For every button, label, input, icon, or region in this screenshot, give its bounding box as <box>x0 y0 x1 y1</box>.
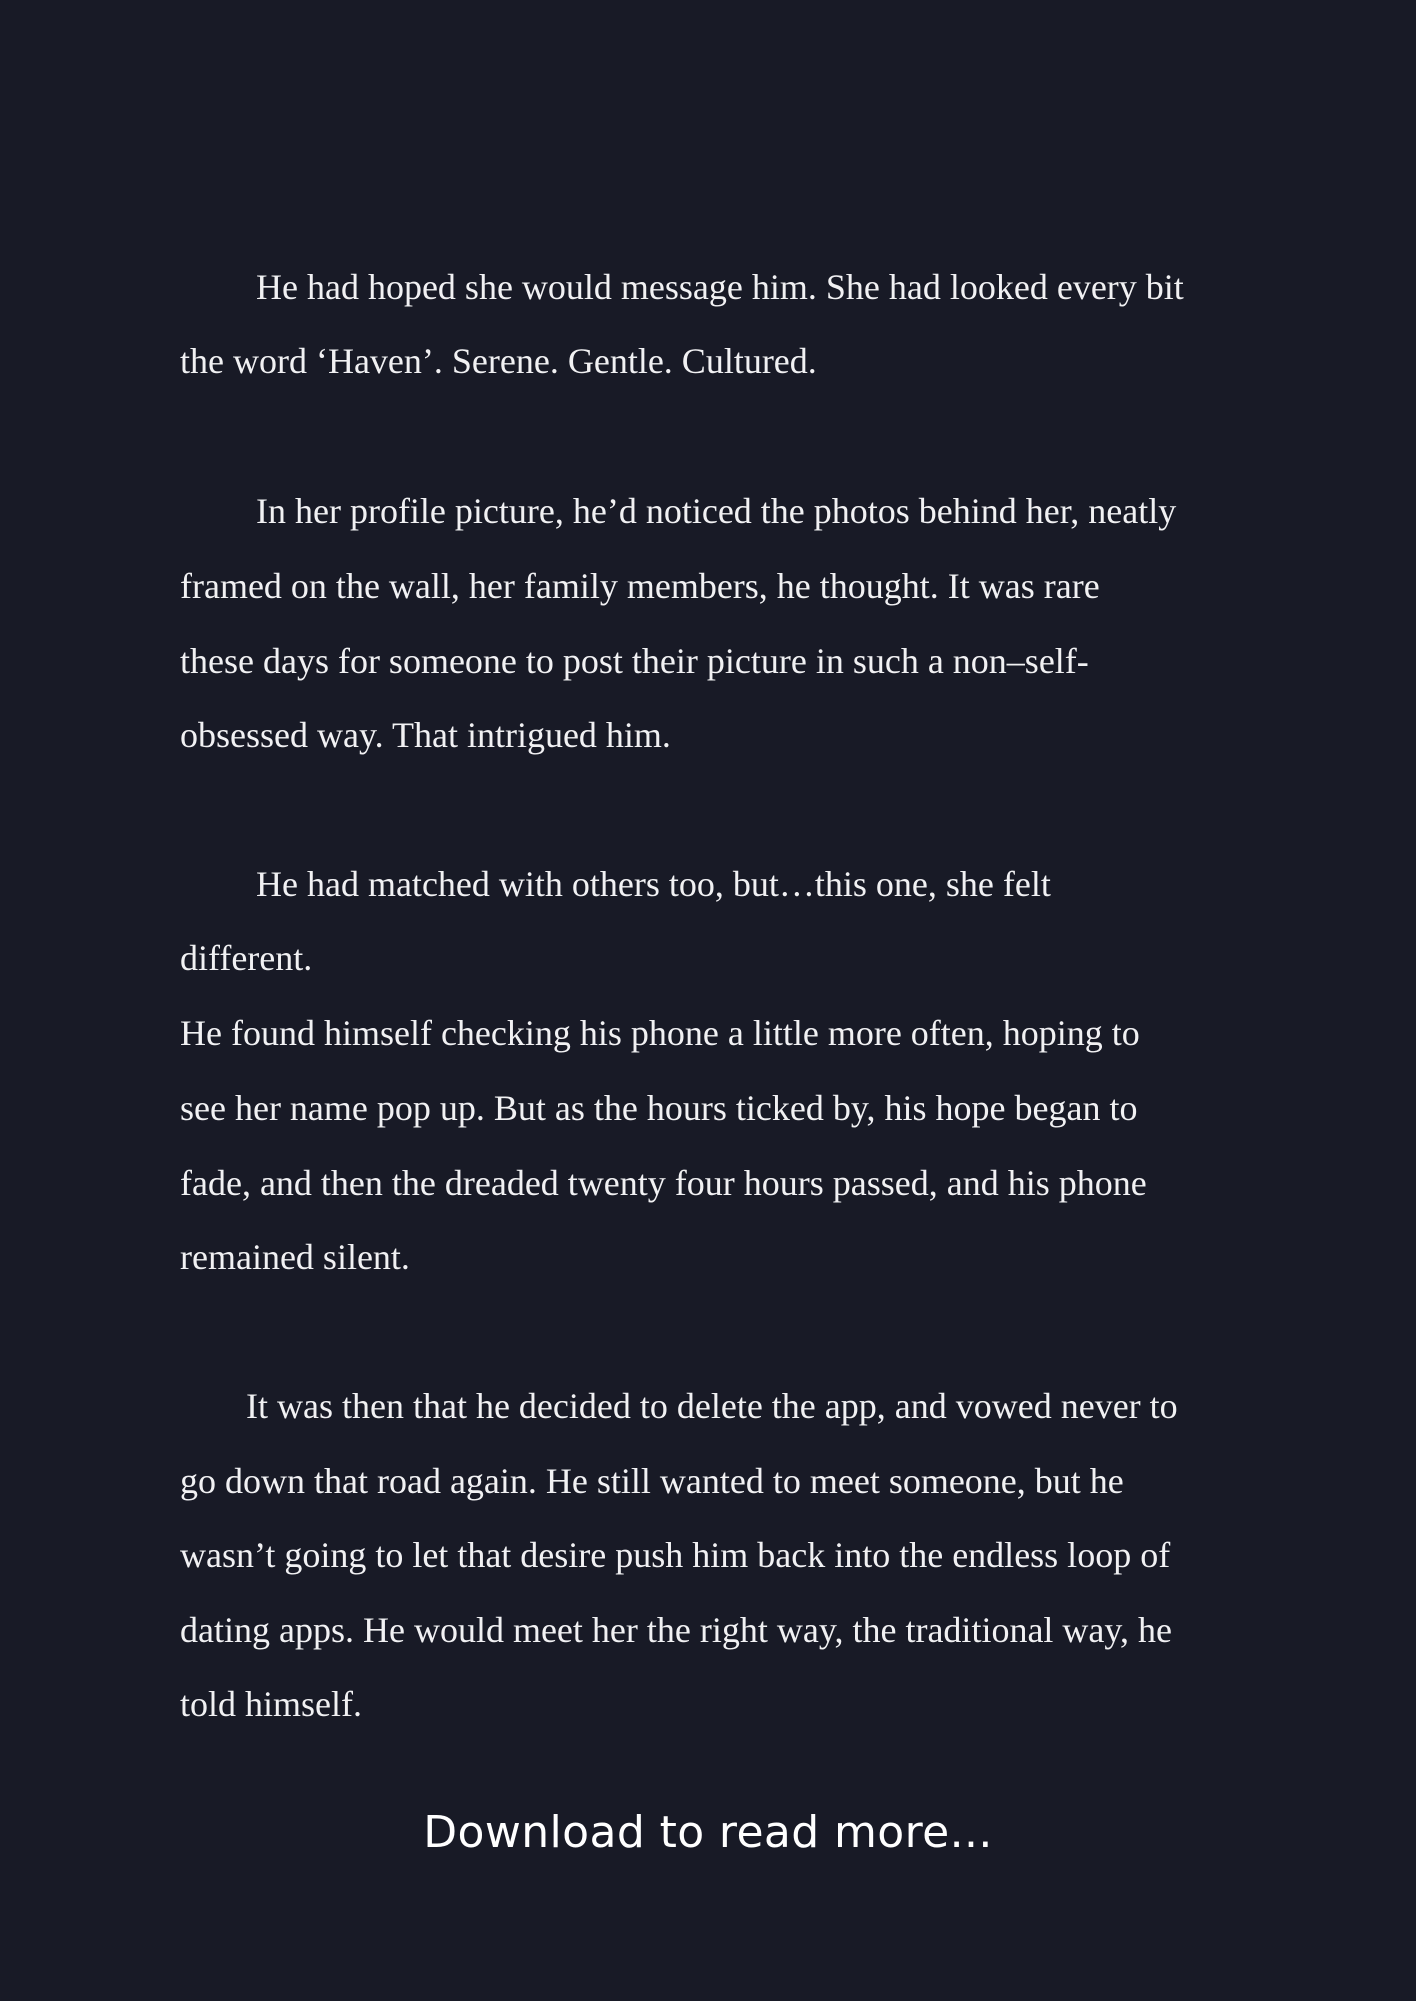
paragraph-line: remained silent. <box>180 1237 410 1277</box>
paragraph-line: wasn’t going to let that desire push him back into the endless loop of <box>180 1535 1171 1575</box>
paragraph-line: He had hoped she would message him. She had looked every bit <box>256 267 1184 307</box>
paragraph-line: different. <box>180 938 313 978</box>
paragraph-line: fade, and then the dreaded twenty four hours passed, and his phone <box>180 1163 1147 1203</box>
paragraph-line: these days for someone to post their picture in such a non–self- <box>180 641 1089 681</box>
paragraph-line: He found himself checking his phone a little more often, hoping to <box>180 1013 1140 1053</box>
paragraph-line: go down that road again. He still wanted to meet someone, but he <box>180 1461 1124 1501</box>
paragraph-line: framed on the wall, her family members, he thought. It was rare <box>180 566 1100 606</box>
paragraph-line: In her profile picture, he’d noticed the photos behind her, neatly <box>256 491 1177 531</box>
paragraph-line: He had matched with others too, but…this one, she felt <box>256 864 1051 904</box>
download-prompt[interactable]: Download to read more... <box>423 1807 993 1858</box>
paragraph-line: see her name pop up. But as the hours ticked by, his hope began to <box>180 1088 1138 1128</box>
paragraph-line: the word ‘Haven’. Serene. Gentle. Cultured. <box>180 341 817 381</box>
paragraph-line: dating apps. He would meet her the right way, the traditional way, he <box>180 1610 1173 1650</box>
paragraph-line: obsessed way. That intrigued him. <box>180 715 671 755</box>
paragraph-line: told himself. <box>180 1684 362 1724</box>
paragraph-line: It was then that he decided to delete the app, and vowed never to <box>246 1386 1178 1426</box>
